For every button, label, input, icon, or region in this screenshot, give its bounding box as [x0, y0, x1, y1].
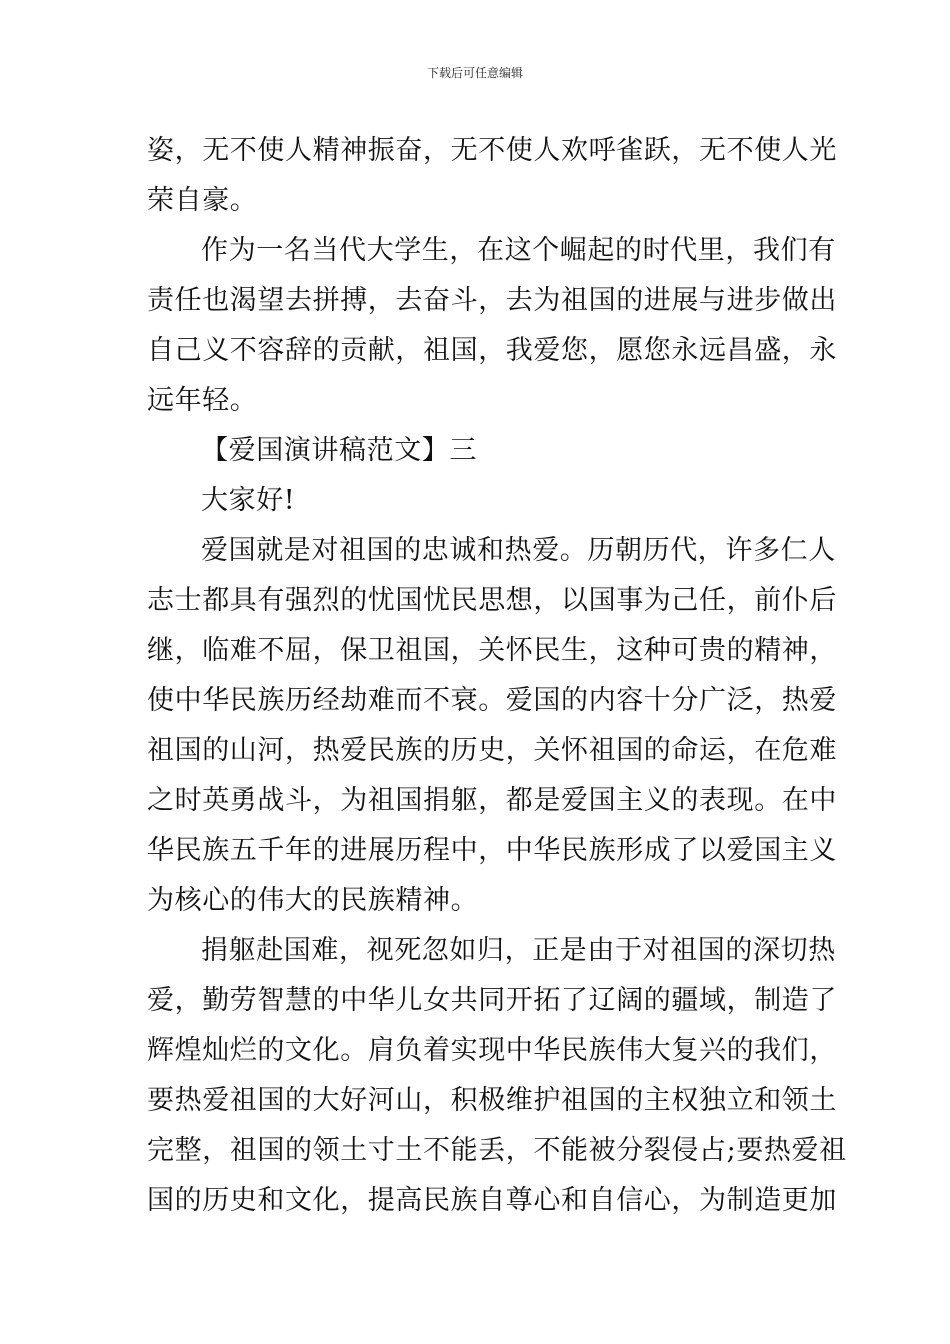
text-line: 为核心的伟大的民族精神。	[147, 885, 479, 916]
text-line: 自己义不容辞的贡献，祖国，我爱您，愿您永远昌盛，永	[147, 335, 837, 366]
text-line: 大家好!	[201, 485, 296, 516]
text-line: 远年轻。	[147, 385, 258, 416]
text-line: 责任也渴望去拼搏，去奋斗，去为祖国的进展与进步做出	[147, 285, 837, 316]
page-header: 下载后可任意编辑	[426, 66, 523, 80]
text-line: 完整，祖国的领土寸土不能丢，不能被分裂侵占;要热爱祖	[147, 1135, 847, 1166]
text-line: 作为一名当代大学生，在这个崛起的时代里，我们有	[201, 235, 836, 266]
text-line: 继，临难不屈，保卫祖国，关怀民生，这种可贵的精神，	[147, 635, 837, 666]
document-body	[147, 126, 847, 1226]
text-line: 要热爱祖国的大好河山，积极维护祖国的主权独立和领土	[147, 1085, 837, 1116]
text-line: 姿，无不使人精神振奋，无不使人欢呼雀跃，无不使人光	[147, 135, 837, 166]
text-line: 荣自豪。	[147, 185, 258, 216]
text-line: 爱国就是对祖国的忠诚和热爱。历朝历代，许多仁人	[201, 535, 836, 566]
text-line: 祖国的山河，热爱民族的历史，关怀祖国的命运，在危难	[147, 735, 837, 766]
text-line: 华民族五千年的进展历程中，中华民族形成了以爱国主义	[147, 835, 837, 866]
text-line: 爱，勤劳智慧的中华儿女共同开拓了辽阔的疆域，制造了	[147, 985, 837, 1016]
text-line: 使中华民族历经劫难而不衰。爱国的内容十分广泛，热爱	[147, 685, 837, 716]
text-line: 国的历史和文化，提高民族自尊心和自信心，为制造更加	[147, 1185, 837, 1216]
text-line: 志士都具有强烈的忧国忧民思想，以国事为己任，前仆后	[147, 585, 837, 616]
text-line: 【爱国演讲稿范文】三	[201, 435, 477, 466]
text-line: 之时英勇战斗，为祖国捐躯，都是爱国主义的表现。在中	[147, 785, 837, 816]
text-line: 捐躯赴国难，视死忽如归，正是由于对祖国的深切热	[201, 935, 836, 966]
text-line: 辉煌灿烂的文化。肩负着实现中华民族伟大复兴的我们，	[147, 1035, 837, 1066]
